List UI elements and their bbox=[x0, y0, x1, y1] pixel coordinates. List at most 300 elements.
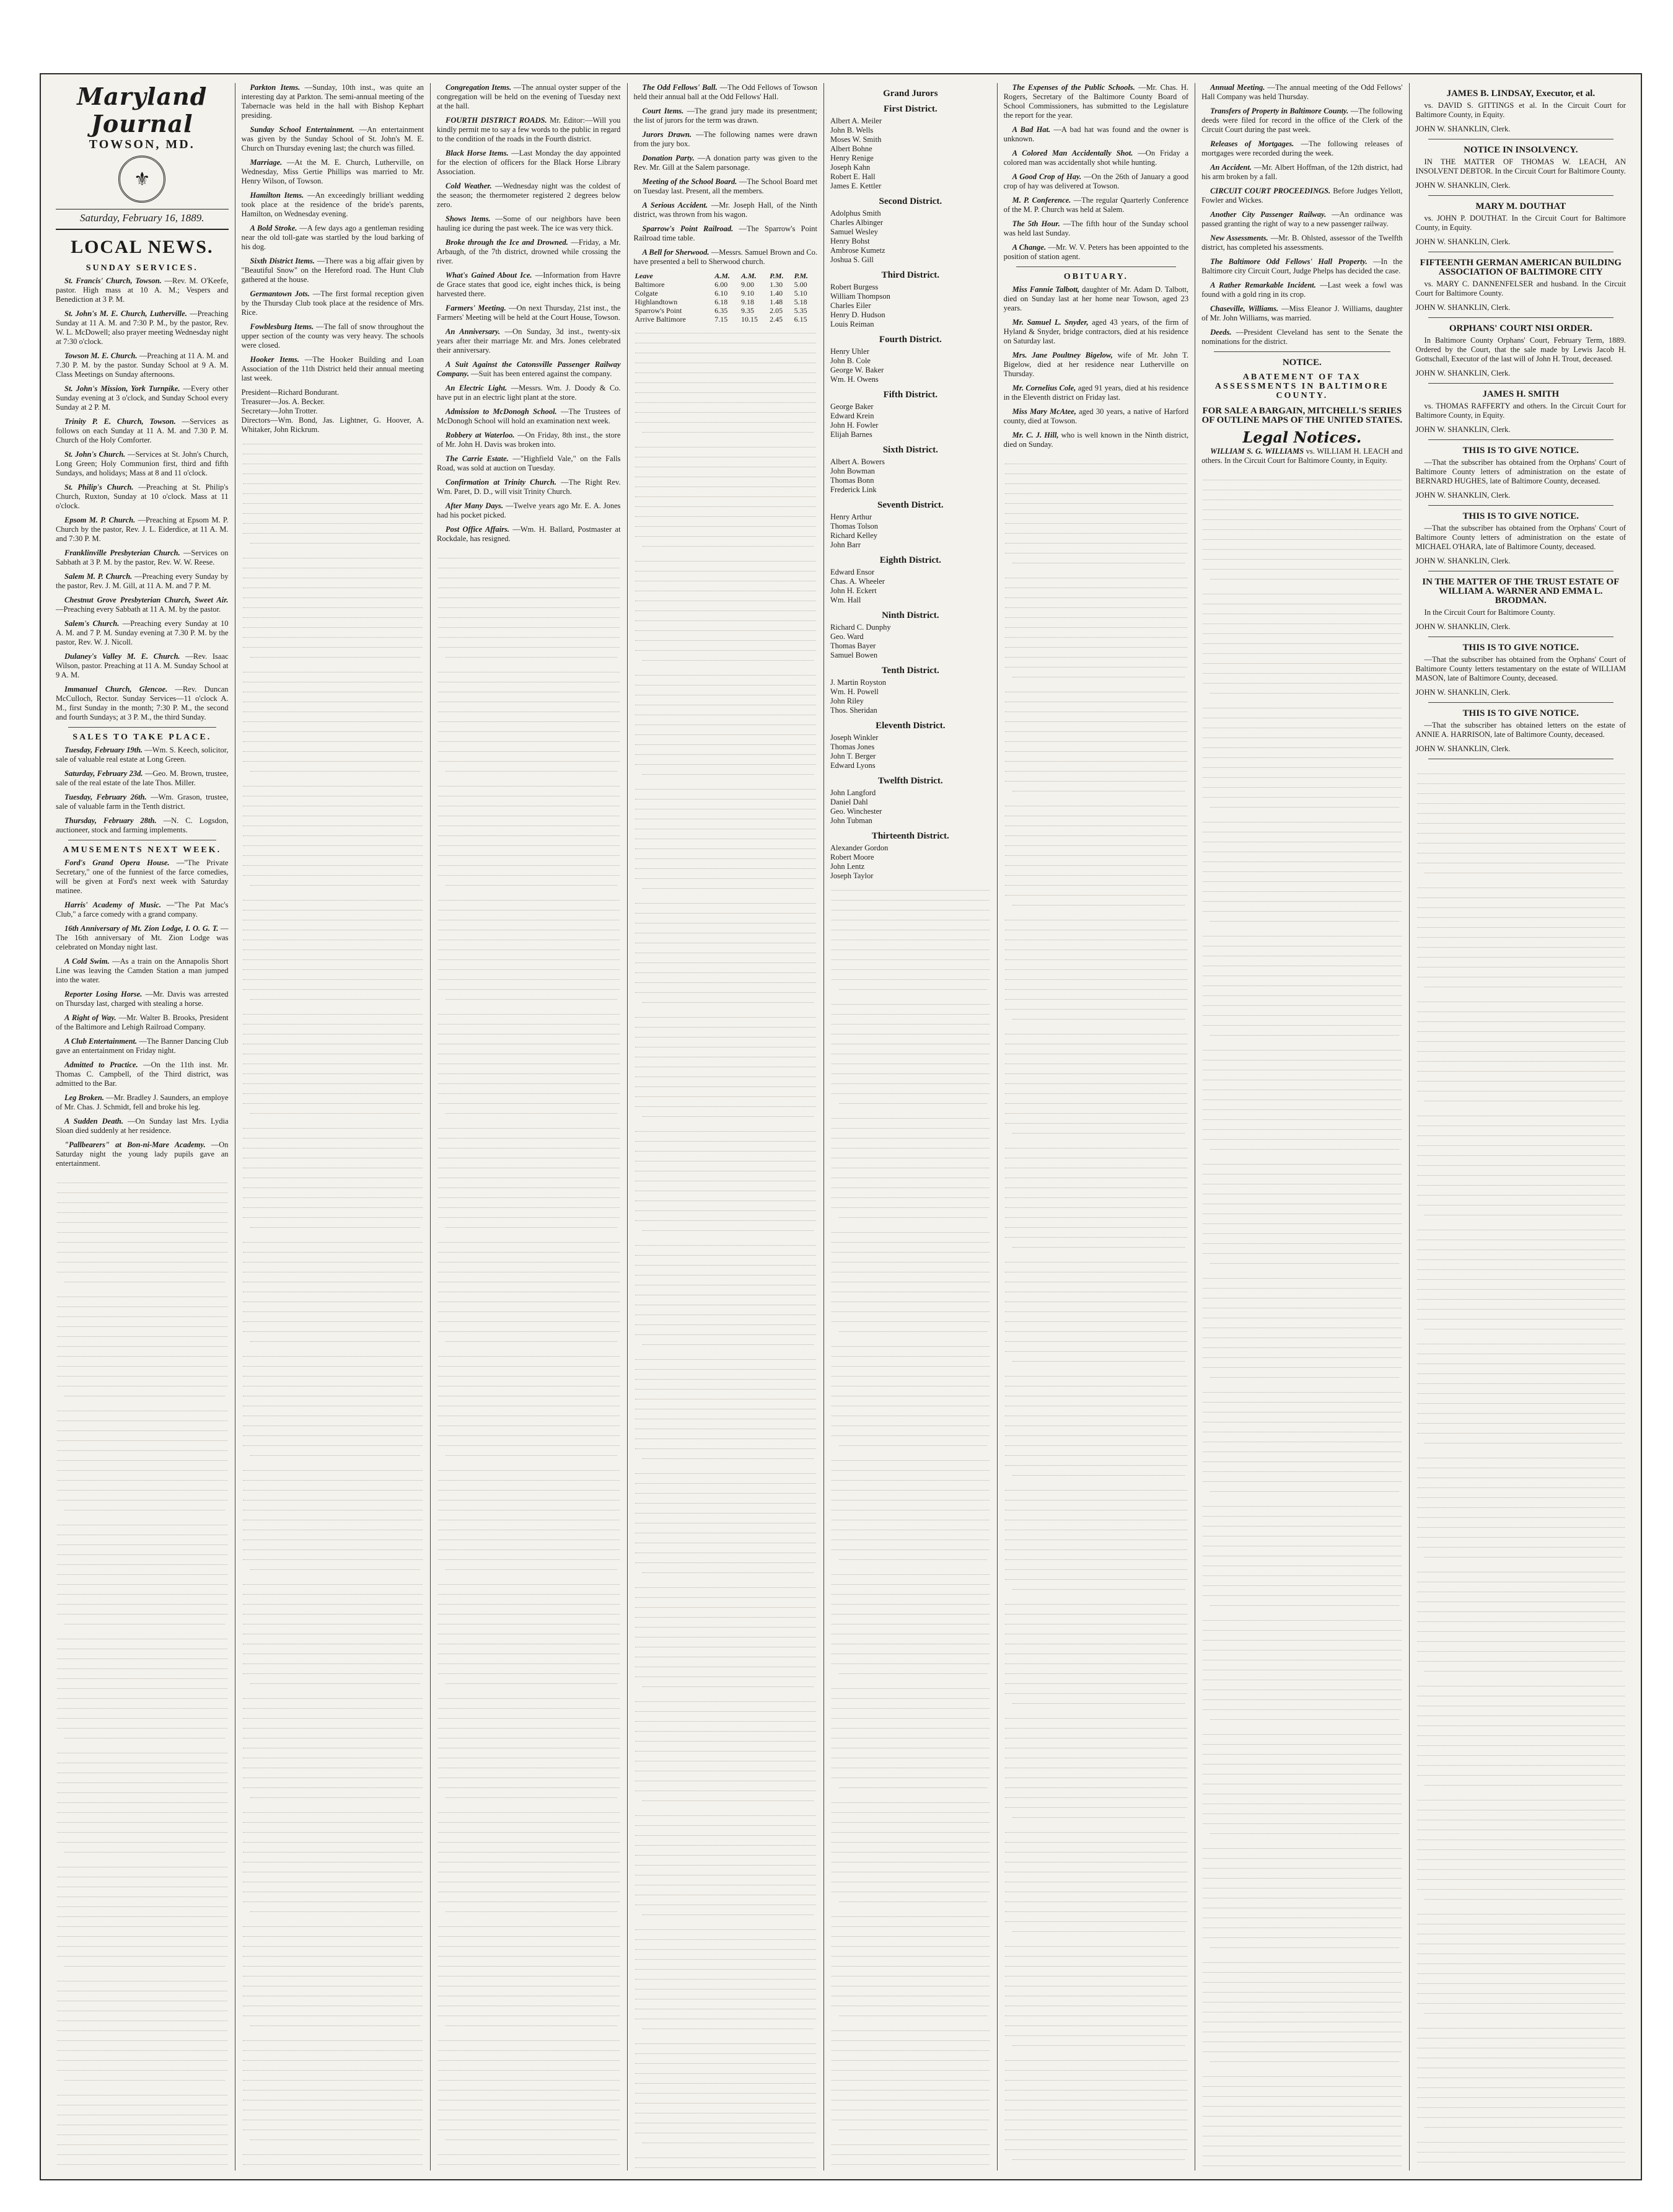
text-line bbox=[832, 1253, 990, 1262]
text-line bbox=[1425, 2118, 1622, 2128]
text-line bbox=[1417, 1424, 1625, 1434]
article-paragraph bbox=[242, 83, 424, 120]
text-line bbox=[1203, 1452, 1401, 1462]
article-paragraph bbox=[242, 158, 424, 186]
text-line bbox=[1203, 1755, 1401, 1765]
text-line bbox=[635, 477, 817, 487]
text-line bbox=[1005, 1044, 1188, 1054]
text-line bbox=[635, 1930, 817, 1940]
text-line bbox=[57, 1629, 227, 1639]
text-line bbox=[57, 1451, 227, 1461]
text-line bbox=[1203, 708, 1401, 718]
legal-notice-title: MARY M. DOUTHAT bbox=[1475, 201, 1566, 211]
article-text: —Preaching at St. Philip's Church, Ruxton, Sunday at 10 o'clock. Mass at 11 o'clock. bbox=[56, 483, 229, 510]
text-line bbox=[438, 1158, 620, 1168]
juror-name: Robert E. Hall bbox=[830, 172, 876, 181]
text-line bbox=[438, 1833, 620, 1843]
notice-subheading: ABATEMENT OF TAX ASSESSMENTS IN BALTIMORE COUNTY. bbox=[1214, 372, 1389, 400]
text-line bbox=[1417, 1310, 1625, 1320]
text-line bbox=[438, 2071, 620, 2081]
text-line bbox=[438, 1044, 620, 1054]
text-line bbox=[1203, 1328, 1401, 1338]
text-line bbox=[1005, 588, 1188, 598]
text-line bbox=[57, 1287, 227, 1297]
text-line bbox=[243, 1168, 423, 1178]
text-line bbox=[438, 1188, 620, 1198]
text-line bbox=[438, 2041, 620, 2051]
text-line bbox=[635, 2148, 817, 2158]
article-text: —The Right Rev. Wm. Paret, D. D., will visit Trinity Church. bbox=[437, 478, 621, 496]
article-text: —The fall of snow throughout the upper section of the county was very heavy. The schools were closed. bbox=[241, 322, 424, 350]
article-text: —The following releases of mortgages were recorded during the week. bbox=[1201, 139, 1403, 157]
timetable-cell: 9.00 bbox=[740, 280, 754, 289]
text-line bbox=[832, 910, 990, 920]
juror-name: Joseph Kahn bbox=[830, 163, 871, 172]
text-line bbox=[832, 1758, 990, 1768]
text-line bbox=[635, 1161, 817, 1171]
text-line bbox=[635, 2044, 817, 2054]
text-line bbox=[1417, 1924, 1625, 1934]
juror-name: James E. Kettler bbox=[830, 182, 882, 190]
text-line bbox=[57, 1833, 227, 1843]
text-line bbox=[1203, 852, 1401, 862]
text-line bbox=[1005, 1054, 1188, 1064]
text-line bbox=[1005, 1540, 1188, 1550]
text-line bbox=[635, 1920, 817, 1930]
article-paragraph bbox=[56, 1060, 229, 1088]
text-line bbox=[438, 930, 620, 940]
juror-name: John Riley bbox=[830, 697, 864, 705]
text-line bbox=[832, 1520, 990, 1530]
article-text: —A donation party was given to the Rev. Mr. Gill at the Salem parsonage. bbox=[633, 154, 818, 172]
text-line bbox=[57, 1669, 227, 1679]
text-line bbox=[832, 1044, 990, 1054]
article-paragraph bbox=[56, 901, 229, 919]
legal-notice-text: vs. THOMAS RAFFERTY and others. In the Circuit Court for Baltimore County, in Equity. bbox=[1415, 402, 1626, 420]
text-line bbox=[1203, 520, 1401, 530]
text-line bbox=[57, 2061, 227, 2071]
text-line bbox=[1005, 1758, 1188, 1768]
article-headline: Marriage. bbox=[250, 158, 283, 167]
text-line bbox=[1005, 1074, 1188, 1084]
text-line bbox=[832, 2110, 990, 2120]
text-line bbox=[64, 1729, 225, 1738]
timetable-cell: 6.10 bbox=[714, 289, 728, 297]
text-line bbox=[438, 2145, 620, 2155]
text-line bbox=[635, 745, 817, 755]
text-line bbox=[57, 1823, 227, 1833]
text-line bbox=[643, 423, 814, 433]
text-line bbox=[438, 1768, 620, 1778]
text-line bbox=[243, 682, 423, 692]
text-line bbox=[635, 343, 817, 353]
article-text: —Every other Sunday evening at 3 o'clock, and Sunday School every Sunday at 2 P. M. bbox=[56, 384, 229, 412]
text-line bbox=[1203, 530, 1401, 540]
text-line bbox=[243, 910, 423, 920]
text-line bbox=[1203, 1888, 1401, 1898]
article-text: —Mr. Joseph Hall, of the Ninth district, was thrown from his wagon. bbox=[633, 201, 818, 219]
text-line bbox=[438, 628, 620, 638]
district-heading: Second District. bbox=[879, 196, 942, 206]
text-line bbox=[1417, 908, 1625, 918]
juror-name: John T. Berger bbox=[830, 752, 876, 760]
text-line bbox=[839, 1778, 987, 1788]
article-paragraph bbox=[437, 454, 621, 473]
text-line bbox=[1203, 614, 1401, 624]
text-line bbox=[1203, 1060, 1401, 1070]
text-line bbox=[243, 1272, 423, 1282]
text-line bbox=[243, 663, 423, 672]
text-line bbox=[1203, 2087, 1401, 2097]
text-line bbox=[438, 1778, 620, 1788]
article-text: —Mr. Chas. H. Rogers, Secretary of the Baltimore County Board of School Commissioners, has submitted to the Legislature the report for the year. bbox=[1003, 83, 1189, 120]
article-text: who is well known in the Ninth district, died on Sunday. bbox=[1003, 431, 1189, 449]
text-line bbox=[438, 2031, 620, 2041]
text-line bbox=[1203, 813, 1401, 822]
text-line bbox=[438, 1322, 620, 1332]
text-line bbox=[635, 1895, 817, 1905]
text-line bbox=[1005, 2130, 1188, 2140]
text-line bbox=[1417, 844, 1625, 853]
juror-name: Thomas Tolson bbox=[830, 522, 879, 531]
text-line bbox=[1417, 1334, 1625, 1344]
legal-list bbox=[1201, 447, 1402, 465]
text-line bbox=[1203, 1462, 1401, 1472]
text-line bbox=[438, 970, 620, 980]
article-paragraph bbox=[1201, 210, 1402, 229]
text-line bbox=[1417, 794, 1625, 804]
text-line bbox=[832, 1302, 990, 1312]
text-line bbox=[1005, 1709, 1188, 1719]
article-headline: WILLIAM S. G. WILLIAMS bbox=[1210, 447, 1304, 456]
article-paragraph bbox=[634, 177, 818, 196]
juror-name: Alexander Gordon bbox=[830, 844, 889, 852]
juror-name: Adolphus Smith bbox=[830, 209, 881, 218]
text-line bbox=[243, 866, 423, 876]
text-line bbox=[832, 1738, 990, 1748]
article-paragraph bbox=[56, 417, 229, 445]
text-line bbox=[635, 1191, 817, 1201]
text-line bbox=[243, 2041, 423, 2051]
text-line bbox=[635, 1523, 817, 1533]
text-line bbox=[243, 2071, 423, 2081]
text-line bbox=[243, 1054, 423, 1064]
text-line bbox=[1417, 992, 1625, 1002]
text-line bbox=[1203, 1546, 1401, 1556]
timetable-cell: Baltimore bbox=[635, 280, 665, 289]
text-line bbox=[1203, 1204, 1401, 1214]
text-line bbox=[438, 578, 620, 588]
text-line bbox=[243, 960, 423, 970]
text-line bbox=[635, 869, 817, 879]
text-line bbox=[635, 1464, 817, 1474]
text-line bbox=[635, 1533, 817, 1543]
text-line bbox=[1005, 1729, 1188, 1738]
text-line bbox=[243, 752, 423, 762]
timetable-cell: 1.48 bbox=[770, 297, 783, 306]
text-line bbox=[1417, 1230, 1625, 1240]
article-paragraph bbox=[242, 257, 424, 284]
article-headline: A Rather Remarkable Incident. bbox=[1210, 281, 1316, 289]
text-line bbox=[243, 1253, 423, 1262]
article-list bbox=[242, 83, 424, 383]
text-line bbox=[438, 1823, 620, 1833]
text-line bbox=[635, 1702, 817, 1712]
text-line bbox=[635, 819, 817, 829]
text-line bbox=[1425, 1662, 1622, 1672]
text-line bbox=[438, 1709, 620, 1719]
text-line bbox=[1203, 1983, 1401, 1993]
text-line bbox=[832, 881, 990, 891]
text-line bbox=[1417, 1240, 1625, 1250]
text-line bbox=[1417, 1830, 1625, 1840]
text-line bbox=[438, 1243, 620, 1253]
text-line bbox=[1417, 2038, 1625, 2048]
text-line bbox=[1417, 1414, 1625, 1424]
article-text: —The fifth hour of the Sunday school was held last Sunday. bbox=[1003, 219, 1189, 237]
text-line bbox=[1203, 1130, 1401, 1140]
text-line bbox=[438, 1917, 620, 1927]
text-line bbox=[1417, 1622, 1625, 1632]
article-text: —The Hooker Building and Loan Association of the 11th District held their annual meeting last week. bbox=[241, 355, 424, 382]
text-line bbox=[1005, 1034, 1188, 1044]
article-headline: Miss Mary McAtee, bbox=[1012, 407, 1076, 416]
text-line bbox=[643, 1905, 814, 1915]
legal-notice-text: —That the subscriber has obtained from the Orphans' Court of Baltimore County letters of administration on the estate of BERNARD HUGHES, late of Baltimore County, deceased. bbox=[1415, 458, 1626, 485]
body-text-lines bbox=[634, 324, 818, 2170]
text-line bbox=[1417, 1394, 1625, 1404]
divider bbox=[1214, 351, 1390, 352]
text-line bbox=[243, 1813, 423, 1823]
text-line bbox=[1005, 1208, 1188, 1218]
text-line bbox=[832, 1367, 990, 1377]
text-line bbox=[1203, 1611, 1401, 1621]
juror-name: John B. Wells bbox=[830, 126, 874, 134]
text-line bbox=[243, 692, 423, 702]
text-line bbox=[1417, 1052, 1625, 1062]
text-line bbox=[635, 601, 817, 611]
text-line bbox=[635, 1618, 817, 1628]
text-line bbox=[635, 571, 817, 581]
text-line bbox=[832, 1005, 990, 1015]
text-line bbox=[1203, 768, 1401, 778]
text-line bbox=[1005, 1768, 1188, 1778]
text-line bbox=[438, 1967, 620, 1976]
article-text: —Rev. M. O'Keefe, pastor. High mass at 10 A. M.; Vespers and Benediction at 3 P. M. bbox=[56, 276, 229, 304]
text-line bbox=[1417, 1384, 1625, 1394]
text-line bbox=[1005, 638, 1188, 648]
text-line bbox=[1425, 1434, 1622, 1443]
article-paragraph bbox=[437, 214, 621, 233]
text-line bbox=[1203, 1507, 1401, 1517]
text-line bbox=[243, 1188, 423, 1198]
newspaper-page bbox=[40, 73, 1642, 2180]
text-line bbox=[57, 2135, 227, 2145]
article-text: —On next Thursday, 21st inst., the Farmers' Meeting will be held at the Court House, Towson. bbox=[437, 304, 621, 322]
text-line bbox=[635, 809, 817, 819]
text-line bbox=[635, 333, 817, 343]
juror-name: John Lentz bbox=[830, 862, 865, 871]
text-line bbox=[635, 1439, 817, 1449]
text-line bbox=[1005, 1976, 1188, 1986]
article-text: —Preaching at Epsom M. P. Church by the pastor, Rev. J. L. Eiderdice, at 11 A. M. and 7:30 P. M. bbox=[56, 516, 229, 543]
text-line bbox=[832, 1793, 990, 1803]
juror-name: John Langford bbox=[830, 788, 876, 797]
juror-name: Charles Albinger bbox=[830, 218, 884, 227]
text-line bbox=[1417, 1766, 1625, 1776]
article-headline: St. Philip's Church. bbox=[64, 483, 134, 491]
text-line bbox=[438, 796, 620, 806]
text-line bbox=[1203, 1174, 1401, 1184]
text-line bbox=[57, 1471, 227, 1481]
text-line bbox=[1203, 1214, 1401, 1224]
article-text: —Wednesday night was the coldest of the season; the thermometer registered 2 degrees below zero. bbox=[437, 182, 621, 209]
column-6 bbox=[998, 83, 1196, 2170]
text-line bbox=[832, 1957, 990, 1967]
text-line bbox=[832, 1034, 990, 1044]
article-paragraph bbox=[56, 990, 229, 1008]
article-paragraph bbox=[56, 549, 229, 567]
text-line bbox=[1203, 996, 1401, 1006]
text-line bbox=[1210, 1026, 1399, 1036]
timetable-row bbox=[634, 315, 818, 324]
text-line bbox=[635, 1305, 817, 1315]
text-line bbox=[438, 638, 620, 648]
text-line bbox=[635, 715, 817, 725]
text-line bbox=[438, 1406, 620, 1416]
text-line bbox=[1203, 728, 1401, 738]
article-paragraph bbox=[1201, 328, 1402, 346]
text-line bbox=[1005, 866, 1188, 876]
text-line bbox=[1417, 958, 1625, 967]
juror-name: Thos. Sheridan bbox=[830, 706, 877, 715]
text-line bbox=[635, 1598, 817, 1608]
text-line bbox=[250, 1218, 421, 1228]
text-line bbox=[57, 2086, 227, 2095]
text-line bbox=[839, 1094, 987, 1104]
text-line bbox=[57, 2125, 227, 2135]
text-line bbox=[1005, 1218, 1188, 1228]
text-line bbox=[243, 1843, 423, 1853]
text-line bbox=[438, 901, 620, 910]
text-line bbox=[1417, 918, 1625, 928]
text-line bbox=[243, 816, 423, 826]
text-line bbox=[832, 1357, 990, 1367]
text-line bbox=[635, 2074, 817, 2084]
district-heading: First District. bbox=[883, 104, 937, 114]
text-line bbox=[64, 1386, 225, 1396]
timetable-cell: 9.35 bbox=[740, 306, 754, 315]
text-line bbox=[1203, 1318, 1401, 1328]
text-line bbox=[1012, 1010, 1185, 1020]
district-heading: Eleventh District. bbox=[876, 721, 946, 731]
text-line bbox=[1005, 454, 1188, 464]
article-paragraph bbox=[56, 816, 229, 835]
text-line bbox=[446, 762, 617, 772]
text-line bbox=[839, 1664, 987, 1674]
text-line bbox=[438, 1436, 620, 1446]
text-line bbox=[1005, 1595, 1188, 1605]
text-line bbox=[446, 1446, 617, 1456]
text-line bbox=[1417, 784, 1625, 794]
text-line bbox=[635, 2034, 817, 2044]
text-line bbox=[438, 1738, 620, 1748]
text-line bbox=[243, 608, 423, 618]
text-line bbox=[1417, 1870, 1625, 1880]
text-line bbox=[243, 672, 423, 682]
text-line bbox=[635, 923, 817, 933]
text-line bbox=[64, 1272, 225, 1282]
text-line bbox=[1417, 2019, 1625, 2029]
text-line bbox=[243, 2031, 423, 2041]
text-line bbox=[1012, 1694, 1185, 1704]
text-line bbox=[438, 2110, 620, 2120]
timetable-cell: 6.15 bbox=[794, 315, 807, 324]
text-line bbox=[243, 2165, 423, 2170]
text-line bbox=[438, 608, 620, 618]
text-line bbox=[1417, 898, 1625, 908]
timetable-row bbox=[634, 297, 818, 306]
text-line bbox=[1417, 1354, 1625, 1364]
timetable-header-cell: Leave bbox=[635, 271, 653, 280]
text-line bbox=[57, 1203, 227, 1213]
article-headline: Mr. Cornelius Cole, bbox=[1012, 384, 1076, 392]
text-line bbox=[839, 1208, 987, 1218]
text-line bbox=[1203, 1621, 1401, 1631]
article-text: —President Cleveland has sent to the Senate the nominations for the district. bbox=[1201, 328, 1403, 346]
text-line bbox=[1417, 1706, 1625, 1716]
obituary-heading: OBITUARY. bbox=[1063, 272, 1128, 281]
text-line bbox=[1417, 948, 1625, 958]
text-line bbox=[438, 702, 620, 712]
text-line bbox=[1203, 2077, 1401, 2087]
text-line bbox=[1417, 1300, 1625, 1310]
text-line bbox=[635, 2158, 817, 2168]
text-line bbox=[1005, 1664, 1188, 1674]
text-line bbox=[635, 1246, 817, 1256]
text-line bbox=[832, 1689, 990, 1699]
article-paragraph bbox=[1004, 318, 1189, 346]
article-headline: A Good Crop of Hay. bbox=[1012, 172, 1082, 181]
text-line bbox=[438, 588, 620, 598]
text-line bbox=[1417, 1652, 1625, 1662]
text-line bbox=[1005, 1560, 1188, 1570]
text-line bbox=[243, 1615, 423, 1624]
text-line bbox=[57, 2001, 227, 2011]
text-line bbox=[635, 2064, 817, 2074]
text-line bbox=[1005, 2081, 1188, 2091]
text-line bbox=[635, 725, 817, 735]
article-text: —Mr. W. V. Peters has been appointed to the position of station agent. bbox=[1003, 243, 1189, 261]
text-line bbox=[1203, 1244, 1401, 1254]
text-line bbox=[243, 1862, 423, 1872]
text-line bbox=[1417, 1736, 1625, 1746]
text-line bbox=[438, 1500, 620, 1510]
article-headline: The Odd Fellows' Ball. bbox=[642, 83, 718, 92]
text-line bbox=[57, 1481, 227, 1491]
text-line bbox=[1417, 1404, 1625, 1414]
text-line bbox=[243, 568, 423, 578]
text-line bbox=[635, 2094, 817, 2104]
text-line bbox=[57, 1262, 227, 1272]
text-line bbox=[57, 1545, 227, 1555]
text-line bbox=[1417, 1146, 1625, 1156]
text-line bbox=[243, 1471, 423, 1481]
text-line bbox=[1203, 1080, 1401, 1090]
article-paragraph bbox=[1004, 384, 1189, 402]
juror-districts bbox=[830, 105, 991, 881]
text-line bbox=[57, 1857, 227, 1867]
